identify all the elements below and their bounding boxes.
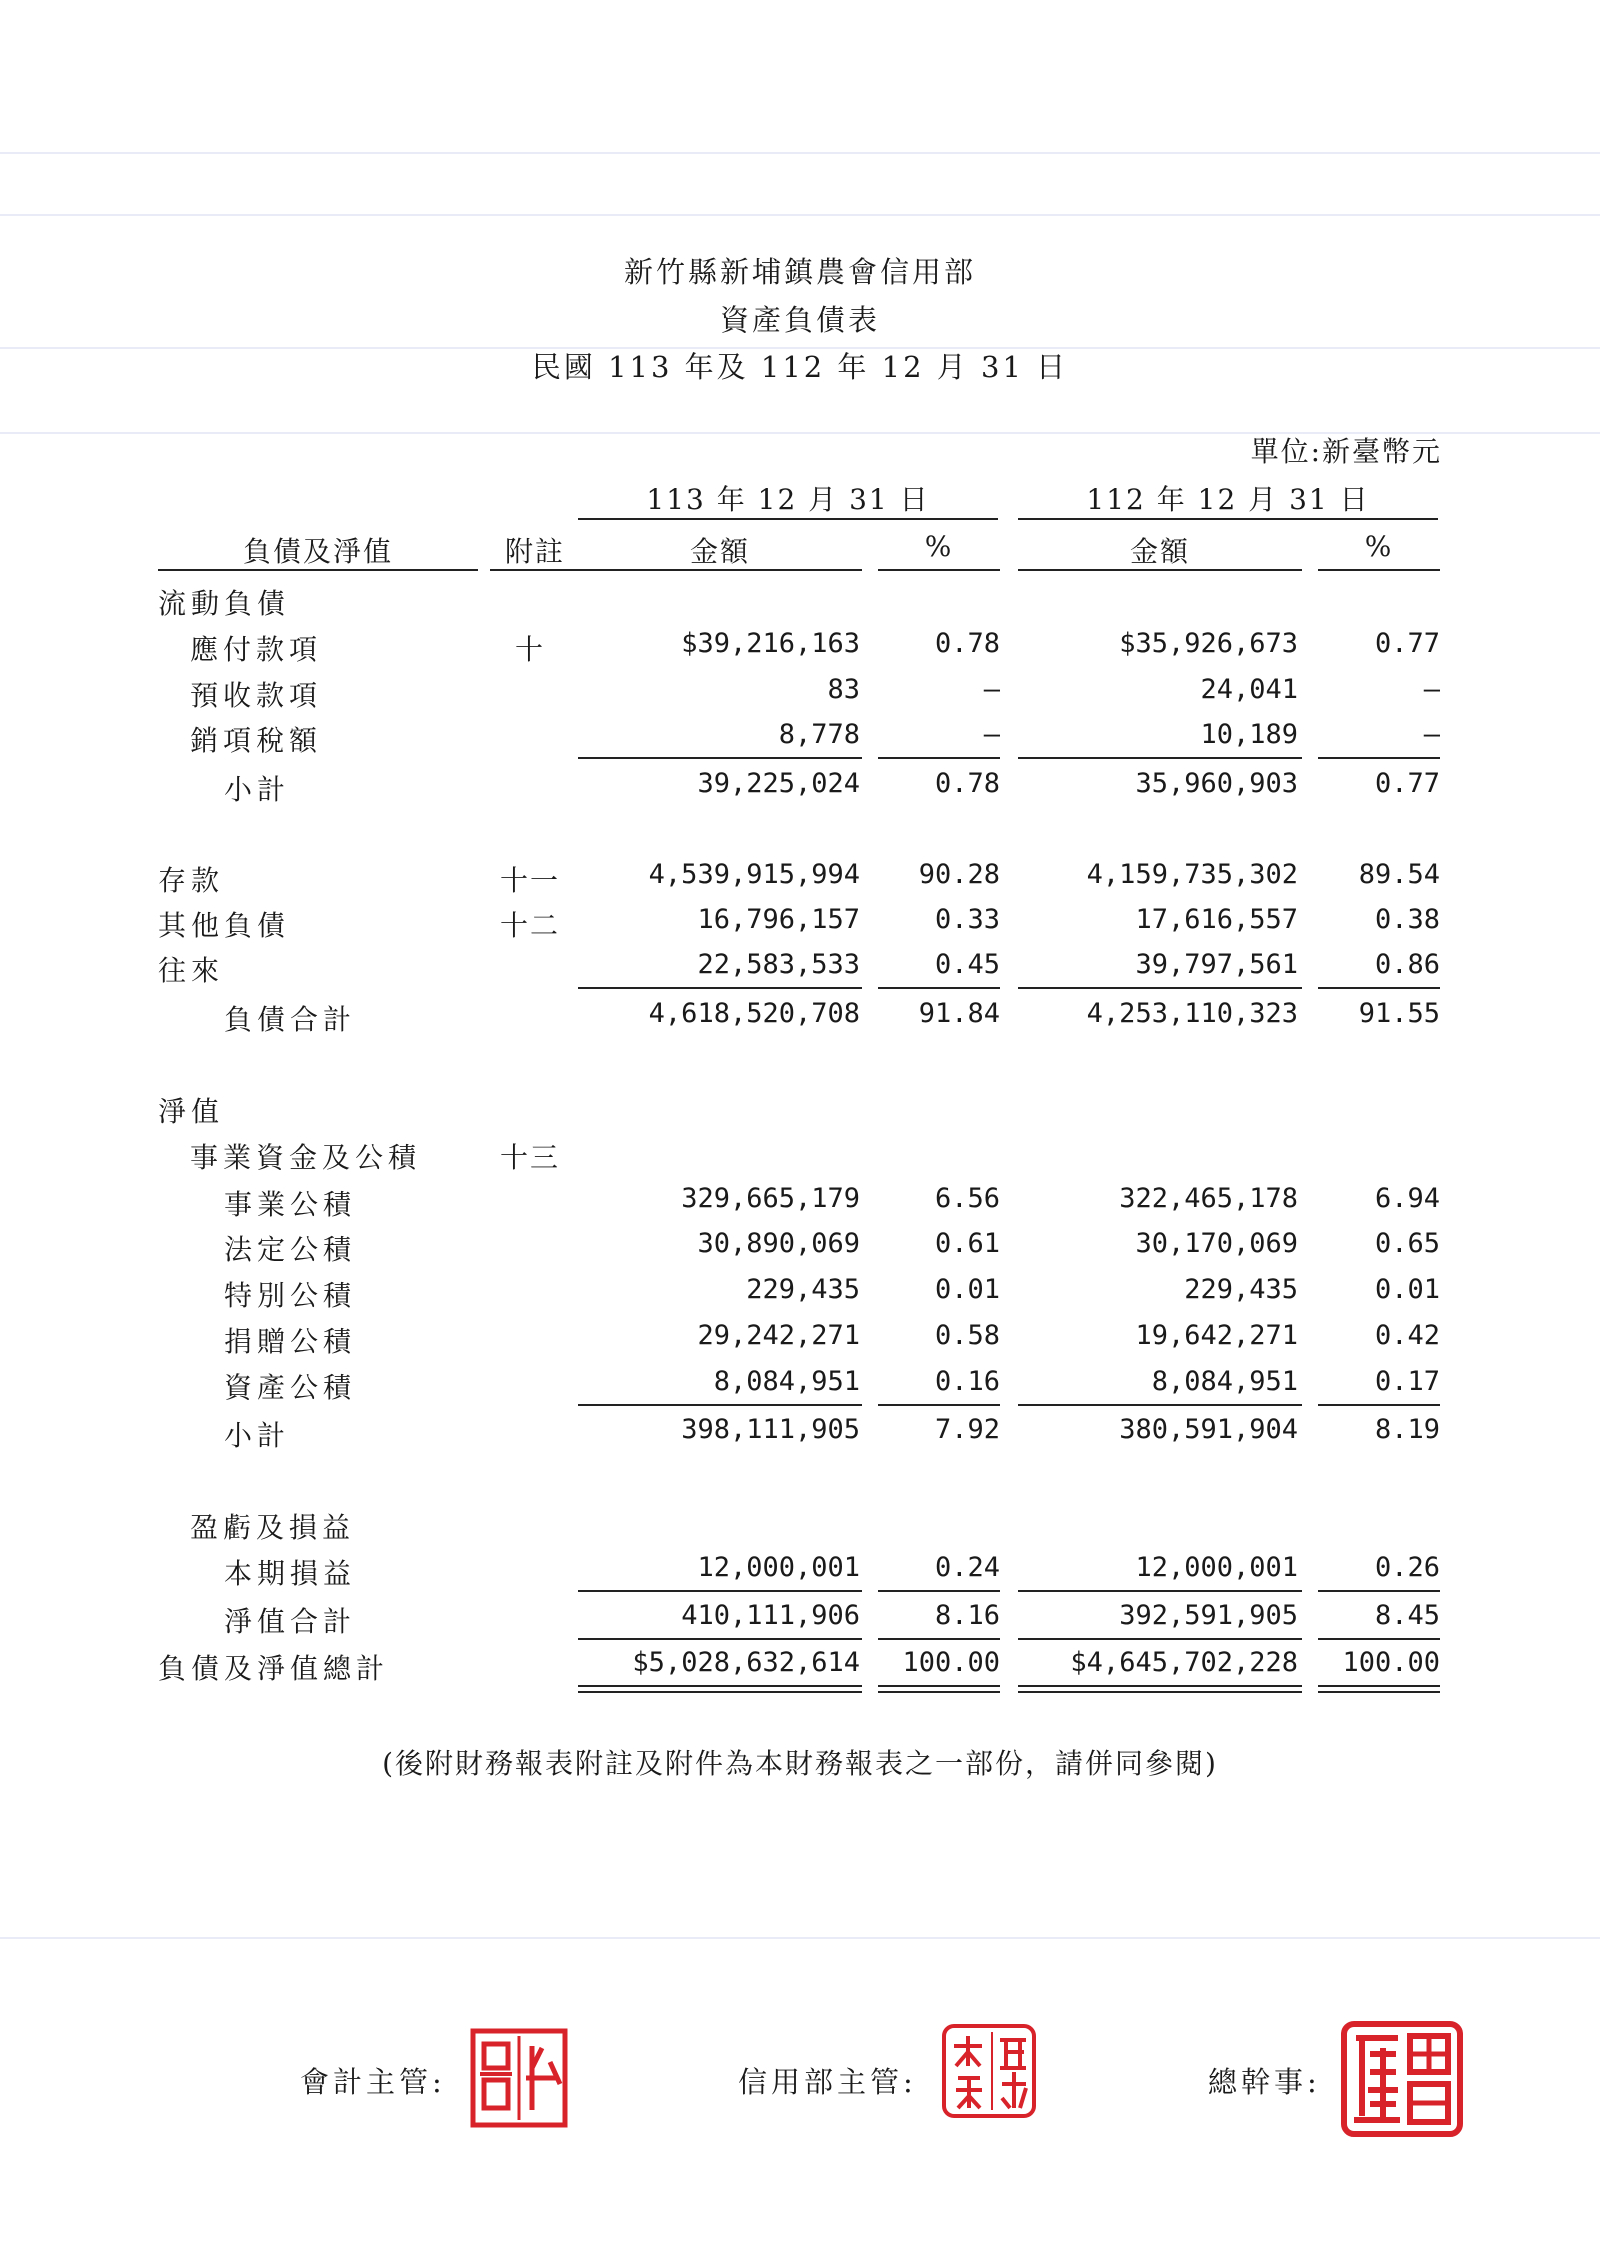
- row-amount-2023: 12,000,001: [1135, 1552, 1298, 1583]
- row-label: 事業公積: [224, 1188, 357, 1221]
- subtotal-rule: [1018, 1638, 1302, 1640]
- row-amount-2024: 329,665,179: [681, 1183, 860, 1214]
- row-amount-2024: 22,583,533: [697, 949, 860, 980]
- column-percent-2023: %: [1364, 530, 1394, 563]
- row-label: 預收款項: [190, 679, 323, 712]
- table-row: [0, 1314, 1600, 1360]
- row-percent-2023: 0.01: [1374, 1274, 1440, 1305]
- row-amount-2024: 398,111,905: [681, 1414, 860, 1445]
- table-row: [0, 1130, 1600, 1176]
- row-percent-2024: 0.78: [934, 628, 1000, 659]
- row-percent-2023: 0.77: [1374, 768, 1440, 799]
- row-amount-2023: 229,435: [1184, 1274, 1298, 1305]
- row-percent-2023: —: [1423, 674, 1440, 705]
- row-label: 盈虧及損益: [190, 1511, 356, 1544]
- table-row: [0, 898, 1600, 944]
- subtotal-rule: [1018, 987, 1302, 989]
- row-amount-2023: 39,797,561: [1135, 949, 1298, 980]
- row-amount-2024: 30,890,069: [697, 1228, 860, 1259]
- row-amount-2024: 16,796,157: [697, 904, 860, 935]
- row-percent-2024: —: [983, 719, 1000, 750]
- row-percent-2023: 0.42: [1374, 1320, 1440, 1351]
- row-label: 小計: [224, 1419, 291, 1452]
- row-amount-2024: 29,242,271: [697, 1320, 860, 1351]
- row-note: 十三: [499, 1141, 560, 1174]
- accounting-supervisor-seal: [470, 2028, 568, 2128]
- subtotal-rule: [878, 987, 1000, 989]
- table-row: [0, 668, 1600, 714]
- row-label: 流動負債: [158, 587, 291, 620]
- row-amount-2023: 17,616,557: [1135, 904, 1298, 935]
- double-total-rule: [1318, 1685, 1440, 1687]
- table-row: [0, 1546, 1600, 1592]
- row-label: 資產公積: [224, 1371, 357, 1404]
- row-percent-2024: 8.16: [934, 1600, 1000, 1631]
- subtotal-rule: [578, 1638, 862, 1640]
- double-total-rule: [578, 1685, 862, 1687]
- row-percent-2024: 7.92: [934, 1414, 1000, 1445]
- row-percent-2023: 0.26: [1374, 1552, 1440, 1583]
- row-percent-2023: 0.65: [1374, 1228, 1440, 1259]
- credit-dept-supervisor-label: 信用部主管:: [738, 2065, 917, 2099]
- row-percent-2023: 89.54: [1358, 859, 1440, 890]
- row-label: 應付款項: [190, 633, 323, 666]
- subtotal-rule: [578, 757, 862, 759]
- row-percent-2023: 0.77: [1374, 628, 1440, 659]
- double-total-rule: [1018, 1685, 1302, 1687]
- double-total-rule: [1018, 1691, 1302, 1693]
- row-amount-2024: 8,084,951: [713, 1366, 860, 1397]
- column-percent-2024: %: [924, 530, 954, 563]
- accounting-supervisor-label: 會計主管:: [300, 2065, 446, 2099]
- subtotal-rule: [878, 1638, 1000, 1640]
- row-label: 負債合計: [224, 1003, 357, 1036]
- row-amount-2023: 30,170,069: [1135, 1228, 1298, 1259]
- row-amount-2024: $39,216,163: [681, 628, 860, 659]
- row-percent-2024: 0.16: [934, 1366, 1000, 1397]
- column-note: 附註: [504, 535, 565, 568]
- general-manager-label: 總幹事:: [1208, 2065, 1321, 2099]
- row-amount-2024: 410,111,906: [681, 1600, 860, 1631]
- row-label: 銷項稅額: [190, 724, 323, 757]
- row-percent-2023: 0.17: [1374, 1366, 1440, 1397]
- row-label: 負債及淨值總計: [158, 1652, 390, 1685]
- table-row: [0, 1641, 1600, 1687]
- table-row: [0, 1500, 1600, 1546]
- row-amount-2023: 392,591,905: [1119, 1600, 1298, 1631]
- table-row: [0, 1408, 1600, 1454]
- subtotal-rule: [878, 757, 1000, 759]
- row-amount-2023: 24,041: [1200, 674, 1298, 705]
- column-amount-2024: 金額: [689, 535, 750, 568]
- row-percent-2024: 100.00: [902, 1647, 1000, 1678]
- table-row: [0, 943, 1600, 989]
- table-row: [0, 853, 1600, 899]
- row-percent-2024: 90.28: [918, 859, 1000, 890]
- table-row: [0, 1084, 1600, 1130]
- row-label: 淨值合計: [224, 1605, 357, 1638]
- row-amount-2023: 35,960,903: [1135, 768, 1298, 799]
- row-percent-2024: 0.78: [934, 768, 1000, 799]
- row-label: 其他負債: [158, 909, 291, 942]
- row-amount-2024: 4,618,520,708: [648, 998, 860, 1029]
- subtotal-rule: [1018, 757, 1302, 759]
- row-amount-2023: 19,642,271: [1135, 1320, 1298, 1351]
- subtotal-rule: [878, 1404, 1000, 1406]
- row-amount-2023: 380,591,904: [1119, 1414, 1298, 1445]
- period-2024: 113 年 12 月 31 日: [646, 483, 930, 516]
- period-2023: 112 年 12 月 31 日: [1086, 483, 1370, 516]
- row-amount-2023: $4,645,702,228: [1070, 1647, 1298, 1678]
- row-note: 十: [514, 633, 545, 666]
- row-amount-2023: 10,189: [1200, 719, 1298, 750]
- row-percent-2024: 0.33: [934, 904, 1000, 935]
- row-label: 特別公積: [224, 1279, 357, 1312]
- row-percent-2024: 0.24: [934, 1552, 1000, 1583]
- table-row: [0, 762, 1600, 808]
- row-percent-2024: 0.45: [934, 949, 1000, 980]
- row-amount-2024: 8,778: [778, 719, 860, 750]
- table-row: [0, 1177, 1600, 1223]
- row-percent-2023: 6.94: [1374, 1183, 1440, 1214]
- row-amount-2024: 4,539,915,994: [648, 859, 860, 890]
- subtotal-rule: [578, 1590, 862, 1592]
- subtotal-rule: [1318, 1638, 1440, 1640]
- currency-unit: 單位:新臺幣元: [1250, 435, 1442, 468]
- row-amount-2023: 4,253,110,323: [1086, 998, 1298, 1029]
- row-label: 法定公積: [224, 1233, 357, 1266]
- subtotal-rule: [1318, 1590, 1440, 1592]
- row-percent-2024: 0.61: [934, 1228, 1000, 1259]
- double-total-rule: [878, 1691, 1000, 1693]
- table-row: [0, 1268, 1600, 1314]
- row-label: 淨值: [158, 1095, 225, 1128]
- row-amount-2024: 39,225,024: [697, 768, 860, 799]
- row-label: 往來: [158, 954, 225, 987]
- row-amount-2024: $5,028,632,614: [632, 1647, 860, 1678]
- row-amount-2023: 8,084,951: [1151, 1366, 1298, 1397]
- row-amount-2023: 4,159,735,302: [1086, 859, 1298, 890]
- subtotal-rule: [1018, 1404, 1302, 1406]
- row-amount-2023: 322,465,178: [1119, 1183, 1298, 1214]
- table-row: [0, 992, 1600, 1038]
- table-row: [0, 1594, 1600, 1640]
- column-amount-2023: 金額: [1129, 535, 1190, 568]
- footnote: (後附財務報表附註及附件為本財務報表之一部份，請併同參閱): [382, 1747, 1218, 1780]
- row-percent-2024: 0.58: [934, 1320, 1000, 1351]
- row-percent-2023: 8.19: [1374, 1414, 1440, 1445]
- row-percent-2023: 100.00: [1342, 1647, 1440, 1678]
- row-note: 十二: [499, 909, 560, 942]
- row-label: 存款: [158, 864, 225, 897]
- row-percent-2023: 91.55: [1358, 998, 1440, 1029]
- row-amount-2024: 83: [827, 674, 860, 705]
- row-percent-2024: 0.01: [934, 1274, 1000, 1305]
- credit-dept-supervisor-seal: [940, 2022, 1038, 2120]
- row-amount-2024: 12,000,001: [697, 1552, 860, 1583]
- row-percent-2023: 8.45: [1374, 1600, 1440, 1631]
- table-row: [0, 1360, 1600, 1406]
- row-percent-2023: —: [1423, 719, 1440, 750]
- row-percent-2024: —: [983, 674, 1000, 705]
- row-label: 本期損益: [224, 1557, 357, 1590]
- subtotal-rule: [578, 987, 862, 989]
- statement-title: 資產負債表: [719, 303, 880, 337]
- row-note: 十一: [499, 864, 560, 897]
- subtotal-rule: [1318, 757, 1440, 759]
- row-amount-2023: $35,926,673: [1119, 628, 1298, 659]
- company-name: 新竹縣新埔鎮農會信用部: [623, 255, 976, 289]
- row-amount-2024: 229,435: [746, 1274, 860, 1305]
- table-row: [0, 622, 1600, 668]
- column-item: 負債及淨值: [242, 535, 393, 568]
- statement-date: 民國 113 年及 112 年 12 月 31 日: [531, 350, 1069, 384]
- table-row: [0, 713, 1600, 759]
- subtotal-rule: [1018, 1590, 1302, 1592]
- general-manager-seal: [1340, 2020, 1464, 2138]
- double-total-rule: [878, 1685, 1000, 1687]
- subtotal-rule: [878, 1590, 1000, 1592]
- row-percent-2024: 91.84: [918, 998, 1000, 1029]
- double-total-rule: [1318, 1691, 1440, 1693]
- row-percent-2024: 6.56: [934, 1183, 1000, 1214]
- subtotal-rule: [578, 1404, 862, 1406]
- double-total-rule: [578, 1691, 862, 1693]
- subtotal-rule: [1318, 1404, 1440, 1406]
- row-label: 捐贈公積: [224, 1325, 357, 1358]
- row-percent-2023: 0.86: [1374, 949, 1440, 980]
- table-row: [0, 576, 1600, 622]
- row-percent-2023: 0.38: [1374, 904, 1440, 935]
- row-label: 事業資金及公積: [190, 1141, 422, 1174]
- row-label: 小計: [224, 773, 291, 806]
- subtotal-rule: [1318, 987, 1440, 989]
- table-row: [0, 1222, 1600, 1268]
